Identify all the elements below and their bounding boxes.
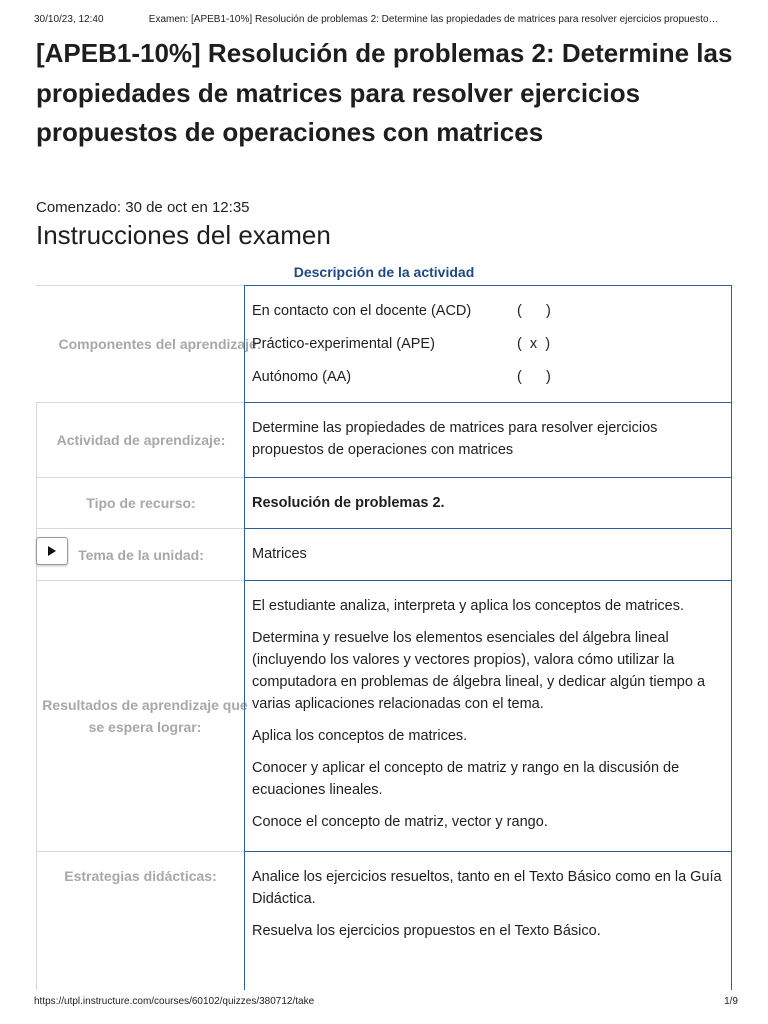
row-resource xyxy=(36,477,732,528)
unit-value: Matrices xyxy=(244,528,732,580)
component-aa-mark: ( ) xyxy=(517,369,551,385)
play-button[interactable] xyxy=(36,537,68,565)
row-outcomes xyxy=(36,580,732,851)
row-activity xyxy=(36,402,732,477)
instructions-heading: Instrucciones del examen xyxy=(36,220,331,250)
row-strategies xyxy=(36,851,732,990)
component-ape: Práctico-experimental (APE) xyxy=(252,336,435,352)
resource-value: Resolución de problemas 2. xyxy=(244,477,732,528)
quiz-title: [APEB1-10%] Resolución de problemas 2: Determine las propiedades de matrices para resolver ejercicios propuestos de operaciones con matrices xyxy=(36,38,733,147)
strategy-item: Resuelva los ejercicios propuestos en el Texto Básico. xyxy=(252,923,601,939)
resource-label: Tipo de recurso: xyxy=(36,477,245,528)
quiz-started xyxy=(36,199,250,216)
components-label: Componentes del aprendizaje: xyxy=(36,285,284,402)
activity-label: Actividad de aprendizaje: xyxy=(36,402,245,477)
outcome-item: Conocer y aplicar el concepto de matriz y rango en la discusión de ecuaciones lineales. xyxy=(252,760,680,798)
component-acd-mark: ( ) xyxy=(517,303,551,319)
row-unit xyxy=(36,528,732,580)
strategies-values xyxy=(244,851,732,990)
print-url: https://utpl.instructure.com/courses/60102/quizzes/380712/take xyxy=(34,996,315,1007)
print-header xyxy=(34,14,738,25)
started-label: Comenzado: xyxy=(36,199,122,216)
strategies-label: Estrategias didácticas: xyxy=(36,851,244,990)
started-value: 30 de oct en 12:35 xyxy=(125,199,250,216)
print-timestamp: 30/10/23, 12:40 xyxy=(34,14,104,25)
outcome-item: Aplica los conceptos de matrices. xyxy=(252,728,468,744)
print-footer xyxy=(34,996,738,1007)
print-page-title: Examen: [APEB1-10%] Resolución de problemas 2: Determine las propiedades de matrices para resolver ejercicios propuesto… xyxy=(148,14,719,25)
outcomes-values xyxy=(244,580,732,851)
table-caption: Descripción de la actividad xyxy=(293,264,475,280)
outcome-item: El estudiante analiza, interpreta y aplica los conceptos de matrices. xyxy=(252,598,685,614)
outcome-item: Determina y resuelve los elementos esenciales del álgebra lineal (incluyendo los valores y vectores propios), valora cómo utilizar la computadora en problemas de álgebra lineal, y dedicar algún tiempo a varias aplicaciones relacionadas con el tema. xyxy=(252,630,706,712)
outcome-item: Conoce el concepto de matriz, vector y rango. xyxy=(252,814,548,830)
component-aa: Autónomo (AA) xyxy=(252,369,352,385)
row-components xyxy=(36,285,732,402)
unit-label: Tema de la unidad: xyxy=(36,528,245,580)
print-page-number: 1/9 xyxy=(724,996,738,1007)
component-acd: En contacto con el docente (ACD) xyxy=(252,303,472,319)
outcomes-label: Resultados de aprendizaje que se espera lograr: xyxy=(36,580,253,851)
strategy-item: Analice los ejercicios resueltos, tanto en el Texto Básico como en la Guía Didáctica. xyxy=(252,869,722,907)
component-ape-mark: ( x ) xyxy=(517,336,551,352)
components-values xyxy=(244,285,732,402)
activity-value: Determine las propiedades de matrices para resolver ejercicios propuestos de operaciones con matrices xyxy=(244,402,732,477)
play-icon xyxy=(47,546,57,556)
